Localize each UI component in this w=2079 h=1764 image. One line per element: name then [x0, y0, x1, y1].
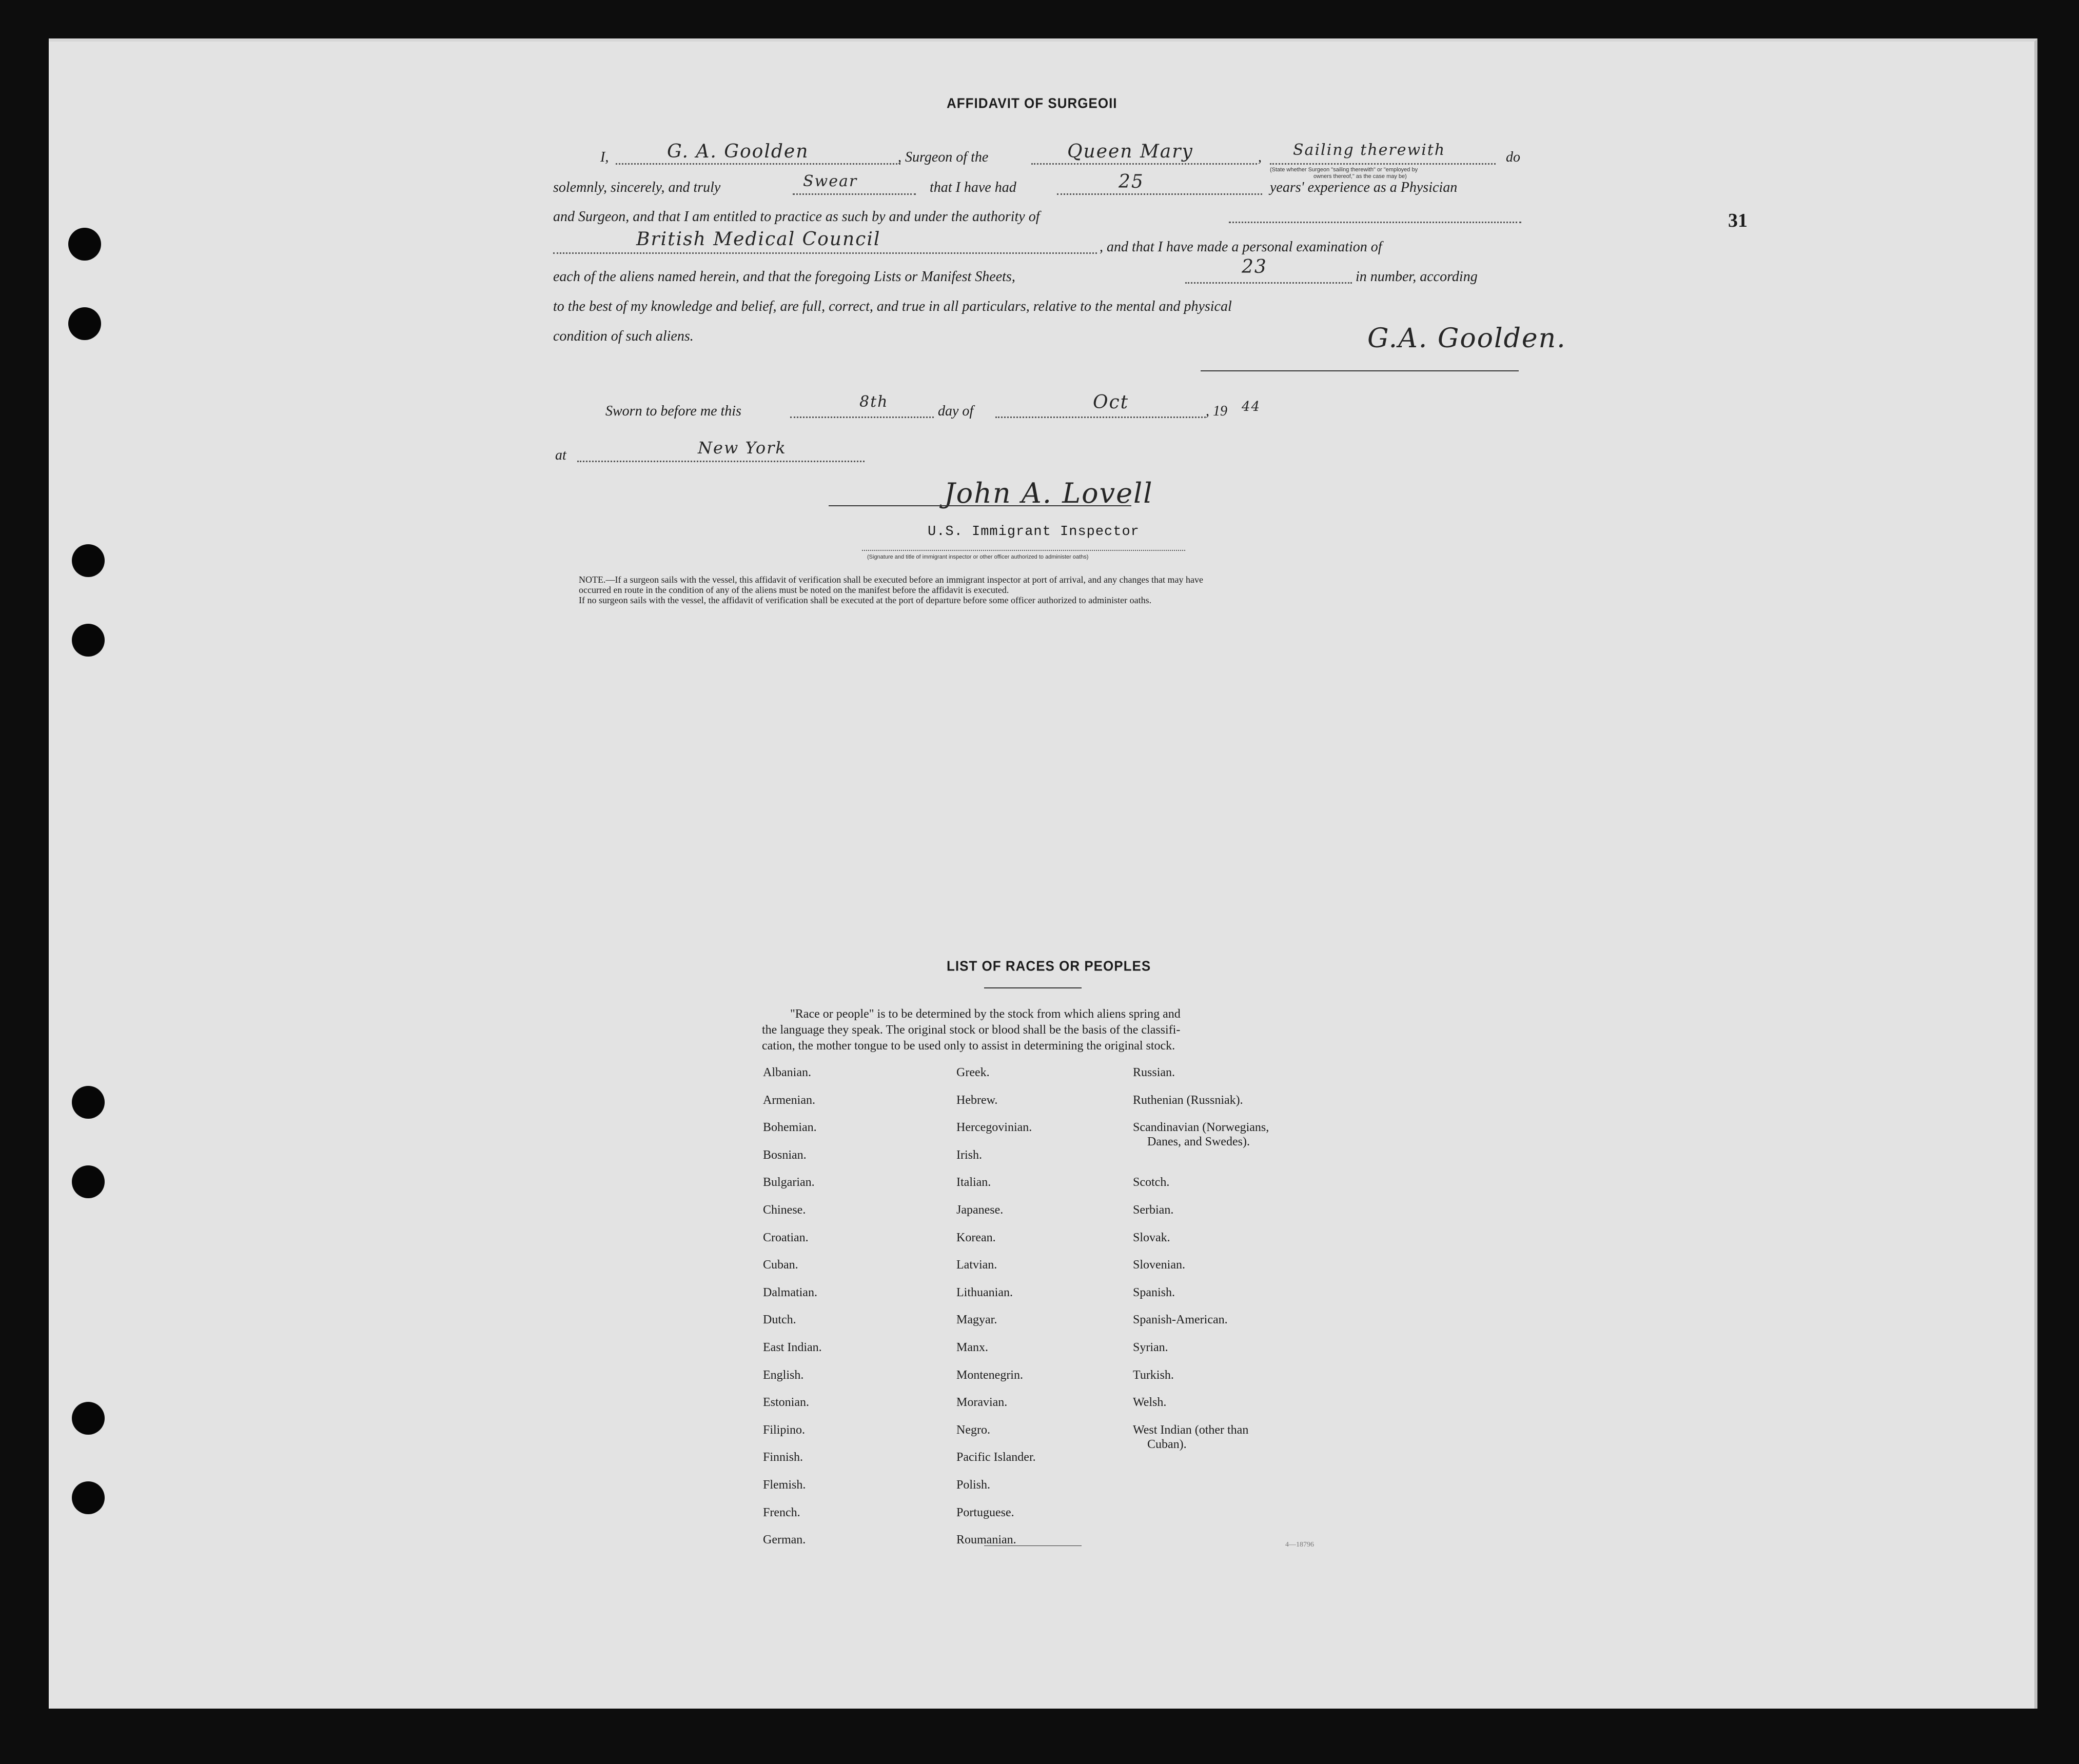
race-item: East Indian. — [763, 1341, 822, 1354]
race-item: Bosnian. — [763, 1148, 807, 1162]
affidavit-line4-suffix: , and that I have made a personal examination of — [1100, 239, 1382, 255]
note-line-3: If no surgeon sails with the vessel, the affidavit of verification shall be executed at the port of departure before some officer authorized to administer oaths. — [579, 595, 1152, 605]
affidavit-line7: condition of such aliens. — [553, 328, 694, 344]
authority-field-line-b — [553, 252, 1097, 254]
signature-line — [1201, 370, 1519, 371]
race-item: Slovak. — [1133, 1231, 1170, 1244]
race-item: Estonian. — [763, 1396, 809, 1409]
note-line-1: NOTE.—If a surgeon sails with the vessel, this affidavit of verification shall be executed before an immigrant inspector at port of arrival, and any changes that may have — [579, 574, 1203, 585]
affidavit-line2-prefix: solemnly, sincerely, and truly — [553, 180, 721, 195]
race-item-continuation: Danes, and Swedes). — [1147, 1135, 1250, 1148]
race-item: English. — [763, 1369, 804, 1382]
races-intro-1: "Race or people" is to be determined by the stock from which aliens spring and — [790, 1007, 1181, 1021]
inspector-caption: (Signature and title of immigrant inspector or other officer authorized to administer oaths) — [867, 554, 1089, 560]
note-line-2: occurred en route in the condition of any of the aliens must be noted on the manifest before the affidavit is executed. — [579, 585, 1009, 595]
races-title: LIST OF RACES OR PEOPLES — [947, 958, 1151, 974]
race-item: Hebrew. — [956, 1094, 998, 1107]
race-item: Italian. — [956, 1176, 991, 1189]
race-item: Dalmatian. — [763, 1286, 817, 1299]
year-handwritten: 44 — [1242, 399, 1261, 414]
place-field-line — [577, 461, 865, 462]
race-item: Flemish. — [763, 1478, 806, 1492]
affidavit-title: AFFIDAVIT OF SURGEOII — [947, 95, 1117, 111]
month-handwritten: Oct — [1093, 392, 1129, 413]
race-item: Albanian. — [763, 1066, 811, 1079]
sheets-field-line — [1185, 282, 1352, 284]
race-item: Scotch. — [1133, 1176, 1170, 1189]
punch-hole — [72, 544, 105, 577]
state-note-2: owners thereof," as the case may be) — [1313, 173, 1407, 180]
race-item: Syrian. — [1133, 1341, 1168, 1354]
race-item: Irish. — [956, 1148, 982, 1162]
punch-hole — [72, 1165, 105, 1198]
race-item: Korean. — [956, 1231, 996, 1244]
authority-field-line-a — [1229, 222, 1521, 223]
race-item: Russian. — [1133, 1066, 1175, 1079]
race-item: Portuguese. — [956, 1506, 1014, 1519]
race-item: German. — [763, 1533, 806, 1547]
race-item: Ruthenian (Russniak). — [1133, 1094, 1243, 1107]
affidavit-line5-prefix: each of the aliens named herein, and that the foregoing Lists or Manifest Sheets, — [553, 269, 1015, 285]
sworn-prefix: Sworn to before me this — [605, 403, 741, 419]
punch-hole — [72, 1086, 105, 1119]
status-field-line — [1270, 163, 1496, 165]
inspector-signature: John A. Lovell — [944, 477, 1153, 509]
affidavit-line5-suffix: in number, according — [1356, 269, 1478, 285]
status-handwritten: Sailing therewith — [1293, 141, 1446, 159]
day-handwritten: 8th — [859, 393, 889, 411]
state-note-1: (State whether Surgeon "sailing therewith" or "employed by — [1270, 167, 1418, 173]
race-item: Japanese. — [956, 1203, 1004, 1217]
authority-handwritten: British Medical Council — [636, 229, 881, 250]
month-field-line — [995, 417, 1206, 418]
race-item: West Indian (other than — [1133, 1423, 1249, 1437]
punch-hole — [68, 307, 101, 340]
oath-handwritten: Swear — [803, 172, 858, 190]
race-item: Latvian. — [956, 1258, 997, 1272]
race-item: Moravian. — [956, 1396, 1008, 1409]
day-field-line — [790, 417, 934, 418]
race-item: Serbian. — [1133, 1203, 1174, 1217]
race-item: Filipino. — [763, 1423, 806, 1437]
races-bottom-rule — [984, 1545, 1082, 1546]
race-item: Greek. — [956, 1066, 990, 1079]
years-field-line — [1057, 193, 1262, 195]
race-item: Montenegrin. — [956, 1369, 1023, 1382]
race-item: Lithuanian. — [956, 1286, 1013, 1299]
race-item: Bohemian. — [763, 1121, 817, 1134]
race-item: Turkish. — [1133, 1369, 1174, 1382]
race-item: Manx. — [956, 1341, 988, 1354]
affidavit-line2-mid: that I have had — [930, 180, 1016, 195]
inspector-title-line — [862, 550, 1185, 551]
surgeon-signature: G.A. Goolden. — [1367, 323, 1566, 354]
affidavit-line3: and Surgeon, and that I am entitled to practice as such by and under the authority of — [553, 209, 1040, 225]
oath-field-line — [793, 193, 916, 195]
document-sheet — [49, 38, 2037, 1709]
sheets-handwritten: 23 — [1242, 256, 1267, 278]
inspector-signature-line — [829, 505, 1131, 506]
affidavit-line1-do: do — [1506, 149, 1520, 165]
races-title-rule — [984, 987, 1082, 988]
races-intro-2: the language they speak. The original stock or blood shall be the basis of the classifi- — [762, 1023, 1181, 1037]
race-item: Welsh. — [1133, 1396, 1167, 1409]
punch-hole — [72, 1402, 105, 1435]
race-item: Negro. — [956, 1423, 990, 1437]
sworn-year-prefix: , 19 — [1206, 403, 1227, 419]
page-number: 31 — [1728, 210, 1748, 231]
race-item: Spanish-American. — [1133, 1313, 1228, 1326]
race-item: Armenian. — [763, 1094, 815, 1107]
race-item: Finnish. — [763, 1451, 803, 1464]
race-item: Polish. — [956, 1478, 991, 1492]
race-item: Croatian. — [763, 1231, 809, 1244]
race-item: Cuban. — [763, 1258, 798, 1272]
affidavit-line1-mid: , Surgeon of the — [898, 149, 989, 165]
at-label: at — [555, 447, 566, 463]
race-item-continuation: Cuban). — [1147, 1438, 1187, 1451]
race-item: Scandinavian (Norwegians, — [1133, 1121, 1269, 1134]
comma: , — [1258, 149, 1262, 165]
punch-hole — [72, 624, 105, 657]
race-item: Chinese. — [763, 1203, 806, 1217]
affidavit-line1-prefix: I, — [600, 149, 609, 165]
inspector-title: U.S. Immigrant Inspector — [928, 524, 1140, 540]
surgeon-name-handwritten: G. A. Goolden — [667, 141, 809, 162]
race-item: Spanish. — [1133, 1286, 1175, 1299]
affidavit-line6: to the best of my knowledge and belief, are full, correct, and true in all particulars, relative to the mental and physical — [553, 299, 1232, 314]
ship-name-handwritten: Queen Mary — [1067, 141, 1193, 162]
ship-field-line — [1031, 163, 1257, 165]
races-intro-3: cation, the mother tongue to be used only to assist in determining the original stock. — [762, 1039, 1175, 1053]
punch-hole — [68, 228, 101, 261]
affidavit-line3-years: years' experience as a Physician — [1270, 180, 1458, 195]
race-item: Pacific Islander. — [956, 1451, 1036, 1464]
race-item: Bulgarian. — [763, 1176, 815, 1189]
punch-hole — [72, 1481, 105, 1514]
name-field-line — [616, 163, 900, 165]
race-item: Hercegovinian. — [956, 1121, 1032, 1134]
race-item: Roumanian. — [956, 1533, 1016, 1547]
race-item: Dutch. — [763, 1313, 796, 1326]
form-number: 4—18796 — [1285, 1541, 1314, 1549]
sworn-day-of: day of — [938, 403, 974, 419]
race-item: French. — [763, 1506, 800, 1519]
race-item: Magyar. — [956, 1313, 997, 1326]
race-item: Slovenian. — [1133, 1258, 1185, 1272]
place-handwritten: New York — [698, 438, 787, 458]
years-handwritten: 25 — [1119, 171, 1144, 192]
